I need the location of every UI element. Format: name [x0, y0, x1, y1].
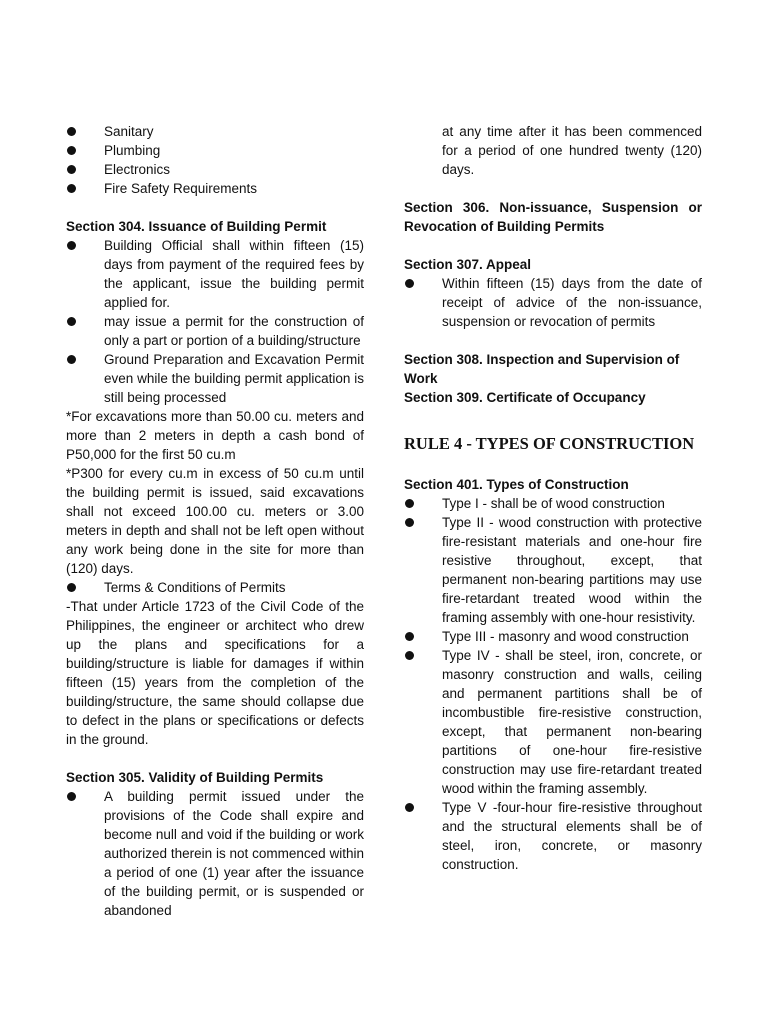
section-304-heading: Section 304. Issuance of Building Permit: [66, 219, 327, 234]
left-column: [66, 122, 364, 920]
section-306-heading: Section 306. Non-issuance, Suspension or Revocation of Building Permits: [404, 200, 702, 234]
civil-code-paragraph: -That under Article 1723 of the Civil Code of the Philippines, the engineer or architect who drew up the plans and specifications for a building/structure is liable for damages if within fifteen (15) years from the completion of the building/structure, the same should collapse due to defect in the plans or specifications or defects in the ground.: [66, 599, 364, 747]
list-item: Fire Safety Requirements: [66, 179, 364, 198]
list-item: Building Official shall within fifteen (15) days from payment of the required fees by the applicant, issue the building permit applied for.: [66, 236, 364, 312]
continued-text: at any time after it has been commenced for a period of one hundred twenty (120) days.: [442, 124, 702, 177]
excavation-note-2: *P300 for every cu.m in excess of 50 cu.m until the building permit is issued, said excavations shall not exceed 100.00 cu. meters or 3.00 meters in depth and shall not be left open without any work being done in the site for more than (120) days.: [66, 466, 364, 576]
list-item: Type IV - shall be steel, iron, concrete, or masonry construction and walls, ceiling and permanent partitions shall be of incombustible fire-resistive construction, except, that permanent non-bearing partitions of one-hour fire-resistive construction may use fire-retardant treated wood within the framing assembly.: [404, 646, 702, 798]
list-item: may issue a permit for the construction of only a part or portion of a building/structure: [66, 312, 364, 350]
section-309-heading: Section 309. Certificate of Occupancy: [404, 390, 646, 405]
list-item: A building permit issued under the provisions of the Code shall expire and become null and void if the building or work authorized therein is not commenced within a period of one (1) year after the issuance of the building permit, or is suspended or abandoned: [66, 787, 364, 920]
list-item: Electronics: [66, 160, 364, 179]
list-item: Terms & Conditions of Permits: [66, 578, 364, 597]
excavation-note-1: *For excavations more than 50.00 cu. meters and more than 2 meters in depth a cash bond of P50,000 for the first 50 cu.m: [66, 409, 364, 462]
list-item: Ground Preparation and Excavation Permit even while the building permit application is still being processed: [66, 350, 364, 407]
rule-4-heading: RULE 4 - TYPES OF CONSTRUCTION: [404, 434, 695, 453]
list-item: Within fifteen (15) days from the date of receipt of advice of the non-issuance, suspension or revocation of permits: [404, 274, 702, 331]
list-item: Type III - masonry and wood construction: [404, 627, 702, 646]
list-item: Type V -four-hour fire-resistive throughout and the structural elements shall be of steel, iron, concrete, or masonry construction.: [404, 798, 702, 874]
list-item: Type II - wood construction with protective fire-resistant materials and one-hour fire resistive throughout, except, that permanent non-bearing partitions may use fire-retardant treated wood within the framing assembly with one-hour resistivity.: [404, 513, 702, 627]
right-column: [404, 122, 702, 874]
list-item: Type I - shall be of wood construction: [404, 494, 702, 513]
section-308-heading: Section 308. Inspection and Supervision of Work: [404, 352, 680, 386]
section-401-heading: Section 401. Types of Construction: [404, 477, 629, 492]
list-item: Plumbing: [66, 141, 364, 160]
section-305-heading: Section 305. Validity of Building Permits: [66, 770, 324, 785]
section-307-heading: Section 307. Appeal: [404, 257, 532, 272]
list-item: Sanitary: [66, 122, 364, 141]
